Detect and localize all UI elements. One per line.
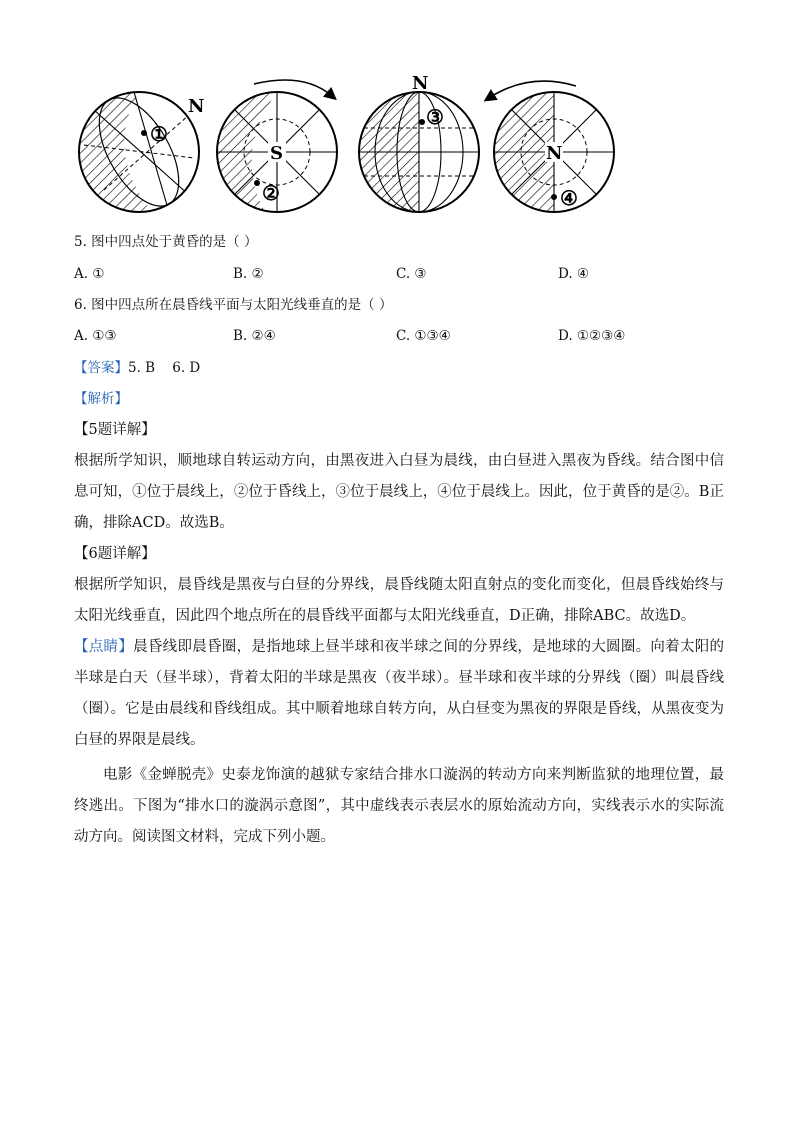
intro-paragraph: 电影《金蝉脱壳》史泰龙饰演的越狱专家结合排水口漩涡的转动方向来判断监狱的地理位置，最终逃出。下图为“排水口的漩涡示意图”，其中虚线表示表层水的原始流动方向，实线表示水的实际流动方向。阅读图文材料，完成下列小题。	[74, 767, 724, 845]
marker-2: ②	[262, 181, 280, 205]
detail5-body: 根据所学知识，顺地球自转运动方向，由黑夜进入白昼为晨线，由白昼进入黑夜为昏线。结合图中信息可知，①位于晨线上，②位于昏线上，③位于晨线上，④位于晨线上。因此，位于黄昏的是②。B正确，排除ACD。故选B。	[74, 453, 724, 531]
tip-paragraph	[74, 632, 724, 756]
question-6-stem: 6. 图中四点所在晨昏线平面与太阳光线垂直的是（ ）	[74, 297, 393, 313]
detail6-body: 根据所学知识，晨昏线是黑夜与白昼的分界线，晨昏线随太阳直射点的变化而变化，但晨昏线始终与太阳光线垂直，因此四个地点所在的晨昏线平面都与太阳光线垂直，D正确，排除ABC。故选D。	[74, 577, 724, 624]
question-5-stem: 5. 图中四点处于黄昏的是（ ）	[74, 234, 258, 250]
point-1-dot	[141, 130, 147, 136]
answer-text: 5. B 6. D	[128, 360, 201, 376]
north-label-1: N	[188, 96, 205, 117]
answer-line	[74, 358, 200, 378]
q5-option-a: A. ①	[74, 266, 105, 282]
detail5-heading: 【5题详解】	[74, 422, 156, 438]
point-3-dot	[419, 119, 425, 125]
analysis-label: 【解析】	[74, 391, 128, 407]
q6-option-c: C. ①③④	[396, 328, 451, 344]
globe-1	[79, 85, 205, 219]
q5-option-c: C. ③	[396, 266, 427, 282]
tip-label: 【点睛】	[74, 639, 134, 655]
marker-4: ④	[560, 186, 578, 210]
point-4-dot	[551, 194, 557, 200]
q6-option-b: B. ②④	[233, 328, 276, 344]
globe-4	[489, 81, 614, 212]
q5-option-b: B. ②	[233, 266, 264, 282]
marker-3: ③	[426, 105, 444, 129]
q6-option-a: A. ①③	[74, 328, 117, 344]
north-label-4: N	[546, 143, 563, 164]
q6-option-d: D. ①②③④	[558, 328, 626, 344]
south-label: S	[270, 143, 283, 164]
q5-option-d: D. ④	[558, 266, 590, 282]
north-label-3: N	[412, 73, 429, 94]
point-2-dot	[254, 180, 260, 186]
detail6-heading: 【6题详解】	[74, 546, 156, 562]
globes-figure	[74, 70, 634, 220]
globe-3	[359, 73, 479, 212]
tip-body: 晨昏线即晨昏圈，是指地球上昼半球和夜半球之间的分界线，是地球的大圆圈。向着太阳的半球是白天（昼半球），背着太阳的半球是黑夜（夜半球）。昼半球和夜半球的分界线（圈）叫晨昏线（圈）。它是由晨线和昏线组成。其中顺着地球自转方向，从白昼变为黑夜的界限是昏线，从黑夜变为白昼的界限是晨线。	[74, 639, 725, 748]
answer-label: 【答案】	[74, 360, 128, 376]
marker-1: ①	[150, 122, 168, 146]
globe-2	[217, 80, 337, 212]
